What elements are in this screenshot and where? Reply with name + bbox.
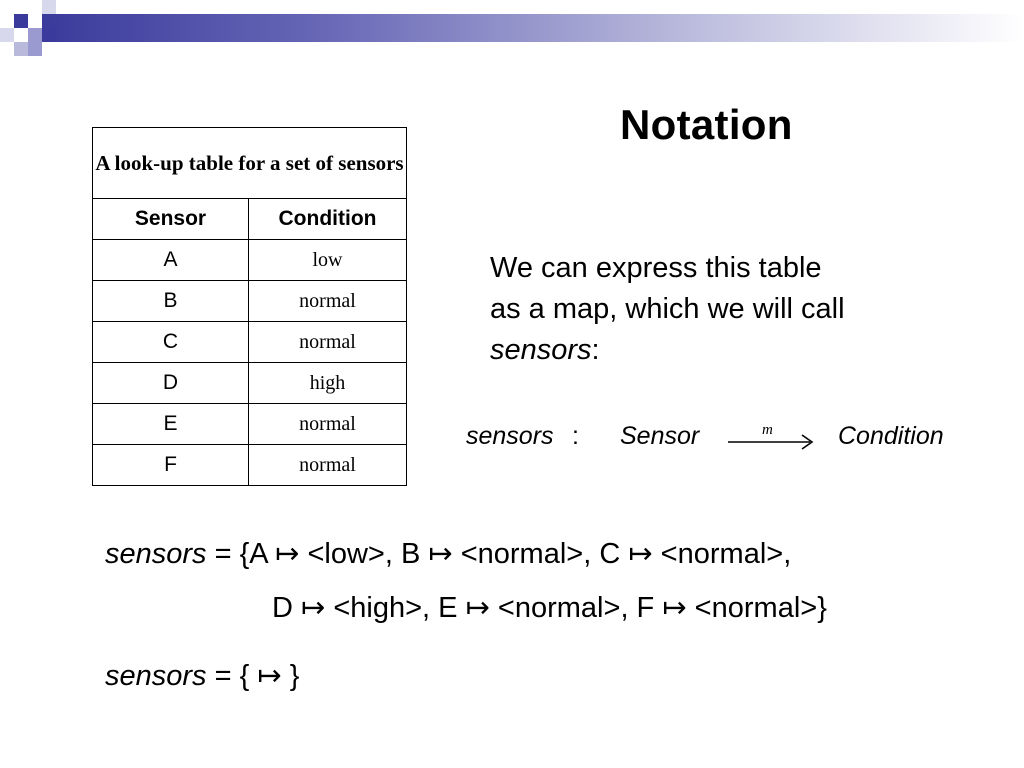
table-row xyxy=(93,240,407,281)
equation-name: sensors xyxy=(105,660,207,692)
lookup-table xyxy=(92,127,407,486)
table-row xyxy=(93,322,407,363)
sensor-cell: C xyxy=(93,322,249,363)
signature-name: sensors xyxy=(466,422,554,450)
table-row xyxy=(93,281,407,322)
signature-codomain: Condition xyxy=(838,422,944,450)
column-header-condition: Condition xyxy=(249,199,407,240)
explanation-paragraph xyxy=(490,248,930,371)
condition-cell: normal xyxy=(249,404,407,445)
equation-body: = {A ↦ <low>, B ↦ <normal>, C ↦ <normal>, xyxy=(214,538,792,570)
table-row xyxy=(93,404,407,445)
deco-square xyxy=(0,28,14,42)
map-name: sensors xyxy=(490,334,592,366)
sensor-cell: D xyxy=(93,363,249,404)
equation-line xyxy=(105,658,299,693)
condition-cell: normal xyxy=(249,281,407,322)
condition-cell: normal xyxy=(249,445,407,486)
paragraph-line xyxy=(490,330,930,371)
signature-domain: Sensor xyxy=(620,422,700,450)
table-row xyxy=(93,445,407,486)
condition-cell: normal xyxy=(249,322,407,363)
condition-cell: high xyxy=(249,363,407,404)
deco-square xyxy=(14,42,28,56)
sensor-cell: B xyxy=(93,281,249,322)
column-header-sensor: Sensor xyxy=(93,199,249,240)
equation-body: = { ↦ } xyxy=(214,660,300,692)
sensor-cell: E xyxy=(93,404,249,445)
deco-square xyxy=(28,42,42,56)
deco-square xyxy=(14,14,28,28)
header-gradient-bar xyxy=(42,14,1024,42)
page-title: Notation xyxy=(620,101,793,148)
equation-body: D ↦ <high>, E ↦ <normal>, F ↦ <normal>} xyxy=(272,592,827,624)
paragraph-line: as a map, which we will call xyxy=(490,293,845,325)
arrow-label: m xyxy=(762,422,773,438)
colon: : xyxy=(591,334,600,366)
deco-square xyxy=(28,28,42,42)
header-decoration xyxy=(0,0,1024,62)
map-signature xyxy=(466,422,986,462)
deco-square xyxy=(42,28,56,42)
table-row xyxy=(93,363,407,404)
table-caption: A look-up table for a set of sensors xyxy=(93,128,407,199)
deco-square xyxy=(42,0,56,14)
sensor-cell: F xyxy=(93,445,249,486)
equation-name: sensors xyxy=(105,538,207,570)
sensor-cell: A xyxy=(93,240,249,281)
condition-cell: low xyxy=(249,240,407,281)
equation-line xyxy=(105,536,791,571)
signature-colon: : xyxy=(572,422,579,450)
paragraph-line: We can express this table xyxy=(490,252,822,284)
equation-line xyxy=(272,590,827,625)
